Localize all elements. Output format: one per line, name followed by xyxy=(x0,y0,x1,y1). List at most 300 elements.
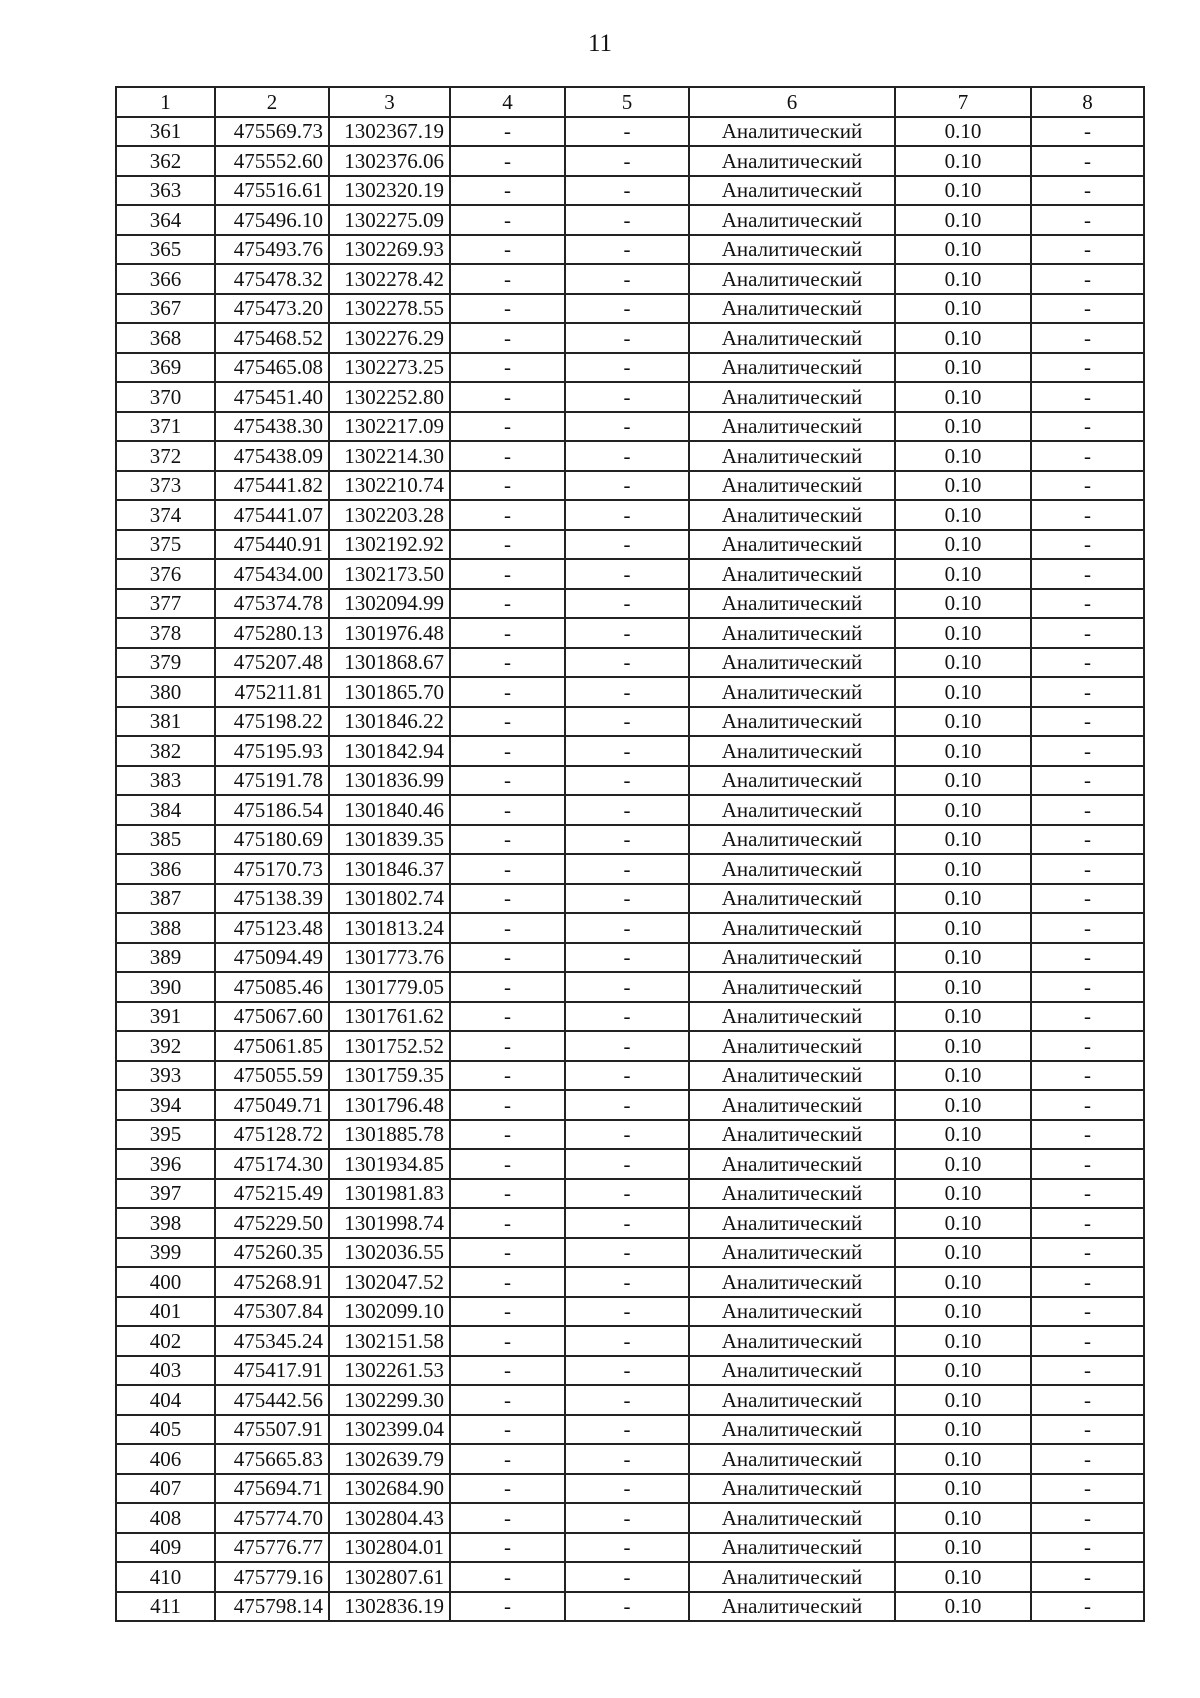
table-cell-col-8: - xyxy=(1031,146,1144,176)
table-cell-col-5: - xyxy=(565,1031,689,1061)
table-cell-col-2: 475211.81 xyxy=(215,677,329,707)
table-cell-col-4: - xyxy=(450,1385,565,1415)
table-row xyxy=(116,1031,1144,1061)
table-cell-col-3: 1302214.30 xyxy=(329,441,450,471)
table-cell-col-2: 475569.73 xyxy=(215,117,329,147)
table-row xyxy=(116,1208,1144,1238)
table-cell-col-4: - xyxy=(450,1562,565,1592)
table-cell-col-2: 475260.35 xyxy=(215,1238,329,1268)
table-cell-col-2: 475468.52 xyxy=(215,323,329,353)
table-row xyxy=(116,264,1144,294)
table-cell-col-1: 393 xyxy=(116,1061,215,1091)
table-cell-col-1: 388 xyxy=(116,913,215,943)
table-cell-col-4: - xyxy=(450,146,565,176)
table-cell-col-2: 475345.24 xyxy=(215,1326,329,1356)
table-cell-col-7: 0.10 xyxy=(895,884,1031,914)
table-cell-col-4: - xyxy=(450,1356,565,1386)
table-row xyxy=(116,146,1144,176)
table-cell-col-6: Аналитический xyxy=(689,1503,895,1533)
table-cell-col-1: 362 xyxy=(116,146,215,176)
table-cell-col-1: 366 xyxy=(116,264,215,294)
table-cell-col-5: - xyxy=(565,117,689,147)
table-cell-col-2: 475441.82 xyxy=(215,471,329,501)
table-cell-col-5: - xyxy=(565,1208,689,1238)
table-cell-col-4: - xyxy=(450,205,565,235)
table-row xyxy=(116,1415,1144,1445)
table-cell-col-3: 1302099.10 xyxy=(329,1297,450,1327)
table-cell-col-6: Аналитический xyxy=(689,1267,895,1297)
column-header-4: 4 xyxy=(450,87,565,117)
table-cell-col-6: Аналитический xyxy=(689,559,895,589)
table-row xyxy=(116,530,1144,560)
table-cell-col-6: Аналитический xyxy=(689,766,895,796)
table-cell-col-1: 369 xyxy=(116,353,215,383)
table-cell-col-1: 410 xyxy=(116,1562,215,1592)
table-row xyxy=(116,559,1144,589)
table-cell-col-5: - xyxy=(565,589,689,619)
table-cell-col-8: - xyxy=(1031,1090,1144,1120)
table-cell-col-7: 0.10 xyxy=(895,1385,1031,1415)
table-cell-col-7: 0.10 xyxy=(895,677,1031,707)
table-cell-col-4: - xyxy=(450,530,565,560)
table-cell-col-2: 475440.91 xyxy=(215,530,329,560)
table-cell-col-7: 0.10 xyxy=(895,736,1031,766)
table-cell-col-5: - xyxy=(565,205,689,235)
table-cell-col-3: 1301761.62 xyxy=(329,1002,450,1032)
table-cell-col-5: - xyxy=(565,1179,689,1209)
table-cell-col-3: 1301868.67 xyxy=(329,648,450,678)
table-cell-col-5: - xyxy=(565,294,689,324)
table-cell-col-4: - xyxy=(450,117,565,147)
table-cell-col-2: 475451.40 xyxy=(215,382,329,412)
table-cell-col-7: 0.10 xyxy=(895,1533,1031,1563)
table-cell-col-2: 475215.49 xyxy=(215,1179,329,1209)
table-cell-col-8: - xyxy=(1031,294,1144,324)
table-cell-col-3: 1302684.90 xyxy=(329,1474,450,1504)
table-cell-col-1: 396 xyxy=(116,1149,215,1179)
table-cell-col-5: - xyxy=(565,1533,689,1563)
table-cell-col-6: Аналитический xyxy=(689,943,895,973)
table-cell-col-8: - xyxy=(1031,1592,1144,1622)
table-cell-col-7: 0.10 xyxy=(895,530,1031,560)
table-cell-col-4: - xyxy=(450,1326,565,1356)
table-cell-col-6: Аналитический xyxy=(689,1297,895,1327)
table-row xyxy=(116,1120,1144,1150)
table-row xyxy=(116,913,1144,943)
table-cell-col-4: - xyxy=(450,854,565,884)
table-cell-col-7: 0.10 xyxy=(895,1326,1031,1356)
table-cell-col-2: 475061.85 xyxy=(215,1031,329,1061)
table-cell-col-4: - xyxy=(450,1149,565,1179)
table-cell-col-2: 475128.72 xyxy=(215,1120,329,1150)
table-cell-col-3: 1301865.70 xyxy=(329,677,450,707)
table-cell-col-4: - xyxy=(450,235,565,265)
table-cell-col-2: 475776.77 xyxy=(215,1533,329,1563)
table-row xyxy=(116,589,1144,619)
table-cell-col-3: 1301839.35 xyxy=(329,825,450,855)
table-cell-col-4: - xyxy=(450,825,565,855)
table-cell-col-3: 1302278.55 xyxy=(329,294,450,324)
table-cell-col-8: - xyxy=(1031,1503,1144,1533)
table-cell-col-5: - xyxy=(565,1592,689,1622)
table-cell-col-2: 475170.73 xyxy=(215,854,329,884)
table-cell-col-8: - xyxy=(1031,1533,1144,1563)
table-cell-col-5: - xyxy=(565,677,689,707)
table-cell-col-5: - xyxy=(565,766,689,796)
table-cell-col-6: Аналитический xyxy=(689,530,895,560)
table-cell-col-7: 0.10 xyxy=(895,323,1031,353)
table-cell-col-7: 0.10 xyxy=(895,1562,1031,1592)
table-cell-col-2: 475067.60 xyxy=(215,1002,329,1032)
table-cell-col-7: 0.10 xyxy=(895,176,1031,206)
table-cell-col-2: 475229.50 xyxy=(215,1208,329,1238)
table-cell-col-6: Аналитический xyxy=(689,176,895,206)
table-cell-col-8: - xyxy=(1031,648,1144,678)
table-cell-col-2: 475665.83 xyxy=(215,1444,329,1474)
table-cell-col-4: - xyxy=(450,766,565,796)
table-cell-col-8: - xyxy=(1031,1267,1144,1297)
table-row xyxy=(116,353,1144,383)
table-cell-col-7: 0.10 xyxy=(895,294,1031,324)
column-header-5: 5 xyxy=(565,87,689,117)
table-cell-col-6: Аналитический xyxy=(689,500,895,530)
table-cell-col-3: 1301846.22 xyxy=(329,707,450,737)
table-cell-col-3: 1302203.28 xyxy=(329,500,450,530)
table-cell-col-5: - xyxy=(565,943,689,973)
table-row xyxy=(116,205,1144,235)
table-cell-col-3: 1301885.78 xyxy=(329,1120,450,1150)
table-cell-col-5: - xyxy=(565,1562,689,1592)
table-cell-col-1: 377 xyxy=(116,589,215,619)
table-cell-col-2: 475441.07 xyxy=(215,500,329,530)
table-cell-col-3: 1302151.58 xyxy=(329,1326,450,1356)
table-cell-col-1: 406 xyxy=(116,1444,215,1474)
table-row xyxy=(116,1356,1144,1386)
table-row xyxy=(116,412,1144,442)
table-row xyxy=(116,707,1144,737)
table-cell-col-3: 1301998.74 xyxy=(329,1208,450,1238)
table-cell-col-1: 387 xyxy=(116,884,215,914)
table-cell-col-3: 1302376.06 xyxy=(329,146,450,176)
table-cell-col-6: Аналитический xyxy=(689,972,895,1002)
table-cell-col-4: - xyxy=(450,1474,565,1504)
table-cell-col-8: - xyxy=(1031,530,1144,560)
table-cell-col-4: - xyxy=(450,1503,565,1533)
table-cell-col-3: 1301779.05 xyxy=(329,972,450,1002)
table-cell-col-4: - xyxy=(450,1238,565,1268)
table-row xyxy=(116,884,1144,914)
table-row xyxy=(116,235,1144,265)
table-cell-col-8: - xyxy=(1031,441,1144,471)
table-cell-col-1: 381 xyxy=(116,707,215,737)
table-cell-col-8: - xyxy=(1031,1238,1144,1268)
table-cell-col-1: 372 xyxy=(116,441,215,471)
table-cell-col-2: 475552.60 xyxy=(215,146,329,176)
table-cell-col-5: - xyxy=(565,1503,689,1533)
table-cell-col-7: 0.10 xyxy=(895,117,1031,147)
table-cell-col-2: 475186.54 xyxy=(215,795,329,825)
table-cell-col-7: 0.10 xyxy=(895,471,1031,501)
table-cell-col-8: - xyxy=(1031,707,1144,737)
table-row xyxy=(116,1326,1144,1356)
table-cell-col-2: 475779.16 xyxy=(215,1562,329,1592)
table-cell-col-2: 475442.56 xyxy=(215,1385,329,1415)
table-cell-col-1: 364 xyxy=(116,205,215,235)
table-cell-col-7: 0.10 xyxy=(895,1031,1031,1061)
table-cell-col-8: - xyxy=(1031,235,1144,265)
table-cell-col-1: 370 xyxy=(116,382,215,412)
table-cell-col-1: 404 xyxy=(116,1385,215,1415)
table-cell-col-3: 1302367.19 xyxy=(329,117,450,147)
table-cell-col-6: Аналитический xyxy=(689,1061,895,1091)
table-cell-col-5: - xyxy=(565,1120,689,1150)
table-cell-col-1: 402 xyxy=(116,1326,215,1356)
table-row xyxy=(116,854,1144,884)
table-cell-col-3: 1302269.93 xyxy=(329,235,450,265)
table-cell-col-5: - xyxy=(565,500,689,530)
table-cell-col-5: - xyxy=(565,648,689,678)
table-cell-col-4: - xyxy=(450,559,565,589)
table-cell-col-1: 397 xyxy=(116,1179,215,1209)
column-header-8: 8 xyxy=(1031,87,1144,117)
table-cell-col-5: - xyxy=(565,530,689,560)
table-cell-col-5: - xyxy=(565,1474,689,1504)
table-cell-col-7: 0.10 xyxy=(895,1444,1031,1474)
table-cell-col-8: - xyxy=(1031,559,1144,589)
table-cell-col-5: - xyxy=(565,323,689,353)
table-cell-col-7: 0.10 xyxy=(895,205,1031,235)
table-row xyxy=(116,825,1144,855)
table-cell-col-8: - xyxy=(1031,1562,1144,1592)
table-cell-col-5: - xyxy=(565,884,689,914)
table-cell-col-4: - xyxy=(450,1208,565,1238)
table-row xyxy=(116,766,1144,796)
table-cell-col-1: 376 xyxy=(116,559,215,589)
table-cell-col-5: - xyxy=(565,1267,689,1297)
table-cell-col-2: 475473.20 xyxy=(215,294,329,324)
table-cell-col-7: 0.10 xyxy=(895,1061,1031,1091)
table-cell-col-4: - xyxy=(450,1267,565,1297)
table-cell-col-5: - xyxy=(565,382,689,412)
table-cell-col-6: Аналитический xyxy=(689,117,895,147)
table-cell-col-8: - xyxy=(1031,1061,1144,1091)
table-cell-col-7: 0.10 xyxy=(895,943,1031,973)
table-cell-col-6: Аналитический xyxy=(689,1533,895,1563)
table-cell-col-8: - xyxy=(1031,766,1144,796)
table-cell-col-7: 0.10 xyxy=(895,1090,1031,1120)
table-cell-col-8: - xyxy=(1031,884,1144,914)
table-cell-col-8: - xyxy=(1031,471,1144,501)
table-cell-col-4: - xyxy=(450,412,565,442)
table-row xyxy=(116,943,1144,973)
table-cell-col-4: - xyxy=(450,589,565,619)
table-cell-col-7: 0.10 xyxy=(895,1503,1031,1533)
table-cell-col-8: - xyxy=(1031,972,1144,1002)
table-row xyxy=(116,1562,1144,1592)
table-cell-col-3: 1302399.04 xyxy=(329,1415,450,1445)
table-cell-col-6: Аналитический xyxy=(689,648,895,678)
table-cell-col-1: 395 xyxy=(116,1120,215,1150)
table-cell-col-8: - xyxy=(1031,1474,1144,1504)
table-cell-col-6: Аналитический xyxy=(689,1356,895,1386)
table-cell-col-5: - xyxy=(565,1444,689,1474)
table-cell-col-3: 1302217.09 xyxy=(329,412,450,442)
table-cell-col-3: 1302094.99 xyxy=(329,589,450,619)
table-cell-col-7: 0.10 xyxy=(895,441,1031,471)
table-cell-col-3: 1301840.46 xyxy=(329,795,450,825)
table-cell-col-5: - xyxy=(565,441,689,471)
table-body xyxy=(116,117,1144,1622)
table-cell-col-8: - xyxy=(1031,736,1144,766)
table-cell-col-6: Аналитический xyxy=(689,294,895,324)
table-row xyxy=(116,471,1144,501)
table-cell-col-2: 475694.71 xyxy=(215,1474,329,1504)
table-row xyxy=(116,1592,1144,1622)
table-cell-col-4: - xyxy=(450,1533,565,1563)
table-cell-col-3: 1302275.09 xyxy=(329,205,450,235)
table-cell-col-6: Аналитический xyxy=(689,795,895,825)
table-cell-col-1: 382 xyxy=(116,736,215,766)
table-cell-col-3: 1301976.48 xyxy=(329,618,450,648)
table-cell-col-1: 361 xyxy=(116,117,215,147)
table-cell-col-3: 1301836.99 xyxy=(329,766,450,796)
table-cell-col-1: 399 xyxy=(116,1238,215,1268)
table-cell-col-1: 407 xyxy=(116,1474,215,1504)
table-cell-col-3: 1302173.50 xyxy=(329,559,450,589)
table-cell-col-2: 475055.59 xyxy=(215,1061,329,1091)
table-cell-col-4: - xyxy=(450,323,565,353)
table-row xyxy=(116,294,1144,324)
table-cell-col-1: 405 xyxy=(116,1415,215,1445)
table-cell-col-3: 1302320.19 xyxy=(329,176,450,206)
table-cell-col-7: 0.10 xyxy=(895,1474,1031,1504)
table-cell-col-6: Аналитический xyxy=(689,323,895,353)
table-cell-col-7: 0.10 xyxy=(895,353,1031,383)
table-cell-col-3: 1302639.79 xyxy=(329,1444,450,1474)
table-cell-col-1: 384 xyxy=(116,795,215,825)
table-cell-col-8: - xyxy=(1031,323,1144,353)
table-cell-col-8: - xyxy=(1031,1208,1144,1238)
table-cell-col-7: 0.10 xyxy=(895,1120,1031,1150)
table-cell-col-1: 375 xyxy=(116,530,215,560)
table-cell-col-6: Аналитический xyxy=(689,412,895,442)
table-cell-col-5: - xyxy=(565,795,689,825)
table-cell-col-6: Аналитический xyxy=(689,825,895,855)
table-cell-col-6: Аналитический xyxy=(689,264,895,294)
table-cell-col-3: 1302807.61 xyxy=(329,1562,450,1592)
table-cell-col-7: 0.10 xyxy=(895,1208,1031,1238)
table-cell-col-1: 411 xyxy=(116,1592,215,1622)
table-cell-col-4: - xyxy=(450,943,565,973)
table-cell-col-2: 475496.10 xyxy=(215,205,329,235)
table-row xyxy=(116,1533,1144,1563)
table-cell-col-8: - xyxy=(1031,205,1144,235)
table-cell-col-7: 0.10 xyxy=(895,766,1031,796)
table-cell-col-4: - xyxy=(450,707,565,737)
table-cell-col-8: - xyxy=(1031,1444,1144,1474)
table-row xyxy=(116,441,1144,471)
table-cell-col-4: - xyxy=(450,1179,565,1209)
table-row xyxy=(116,1385,1144,1415)
table-cell-col-5: - xyxy=(565,1326,689,1356)
table-cell-col-4: - xyxy=(450,618,565,648)
table-row xyxy=(116,1002,1144,1032)
table-cell-col-2: 475493.76 xyxy=(215,235,329,265)
table-cell-col-3: 1301846.37 xyxy=(329,854,450,884)
table-row xyxy=(116,323,1144,353)
table-cell-col-1: 374 xyxy=(116,500,215,530)
table-cell-col-3: 1302836.19 xyxy=(329,1592,450,1622)
table-cell-col-8: - xyxy=(1031,825,1144,855)
table-cell-col-4: - xyxy=(450,471,565,501)
table-cell-col-8: - xyxy=(1031,353,1144,383)
table-cell-col-4: - xyxy=(450,736,565,766)
table-cell-col-4: - xyxy=(450,1002,565,1032)
table-row xyxy=(116,972,1144,1002)
table-cell-col-7: 0.10 xyxy=(895,1592,1031,1622)
table-cell-col-6: Аналитический xyxy=(689,1149,895,1179)
table-cell-col-5: - xyxy=(565,559,689,589)
table-cell-col-1: 380 xyxy=(116,677,215,707)
table-cell-col-3: 1301752.52 xyxy=(329,1031,450,1061)
table-cell-col-7: 0.10 xyxy=(895,500,1031,530)
table-cell-col-4: - xyxy=(450,972,565,1002)
table-cell-col-8: - xyxy=(1031,1356,1144,1386)
table-cell-col-1: 373 xyxy=(116,471,215,501)
table-cell-col-6: Аналитический xyxy=(689,1238,895,1268)
table-cell-col-1: 367 xyxy=(116,294,215,324)
table-cell-col-8: - xyxy=(1031,1179,1144,1209)
table-cell-col-6: Аналитический xyxy=(689,1090,895,1120)
table-cell-col-2: 475478.32 xyxy=(215,264,329,294)
table-cell-col-1: 408 xyxy=(116,1503,215,1533)
table-cell-col-2: 475195.93 xyxy=(215,736,329,766)
column-header-7: 7 xyxy=(895,87,1031,117)
table-cell-col-7: 0.10 xyxy=(895,825,1031,855)
table-cell-col-5: - xyxy=(565,146,689,176)
table-cell-col-6: Аналитический xyxy=(689,736,895,766)
table-cell-col-8: - xyxy=(1031,589,1144,619)
table-cell-col-6: Аналитический xyxy=(689,235,895,265)
table-cell-col-2: 475465.08 xyxy=(215,353,329,383)
header-row xyxy=(116,87,1144,117)
table-cell-col-5: - xyxy=(565,176,689,206)
table-cell-col-6: Аналитический xyxy=(689,353,895,383)
table-cell-col-7: 0.10 xyxy=(895,707,1031,737)
table-cell-col-3: 1302276.29 xyxy=(329,323,450,353)
table-cell-col-4: - xyxy=(450,1444,565,1474)
table-cell-col-1: 379 xyxy=(116,648,215,678)
table-cell-col-1: 409 xyxy=(116,1533,215,1563)
table-cell-col-6: Аналитический xyxy=(689,1474,895,1504)
table-cell-col-8: - xyxy=(1031,117,1144,147)
table-cell-col-5: - xyxy=(565,353,689,383)
table-cell-col-1: 378 xyxy=(116,618,215,648)
table-cell-col-2: 475094.49 xyxy=(215,943,329,973)
table-cell-col-6: Аналитический xyxy=(689,884,895,914)
table-cell-col-3: 1302804.43 xyxy=(329,1503,450,1533)
table-cell-col-1: 386 xyxy=(116,854,215,884)
table-cell-col-5: - xyxy=(565,825,689,855)
table-cell-col-7: 0.10 xyxy=(895,1149,1031,1179)
table-cell-col-3: 1301813.24 xyxy=(329,913,450,943)
table-cell-col-4: - xyxy=(450,1297,565,1327)
table-cell-col-6: Аналитический xyxy=(689,1326,895,1356)
table-cell-col-1: 403 xyxy=(116,1356,215,1386)
table-cell-col-2: 475191.78 xyxy=(215,766,329,796)
table-cell-col-8: - xyxy=(1031,913,1144,943)
table-row xyxy=(116,1090,1144,1120)
